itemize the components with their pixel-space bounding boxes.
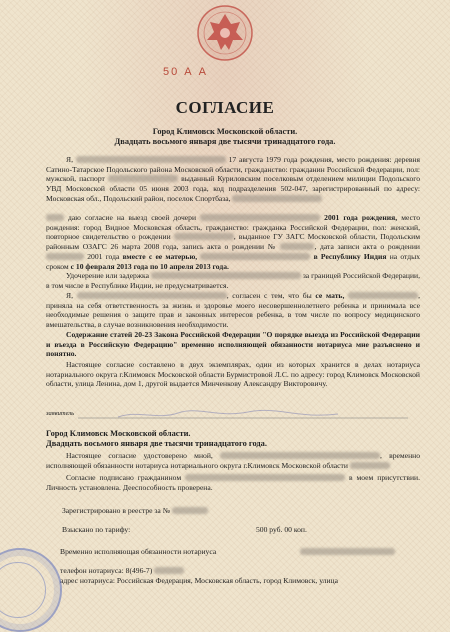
paragraph-law: Содержание статей 20-23 Закона Российской Федерации "О порядке выезда из Российской Федерации и въезда в Российскую Федерацию" временно исполняющей обязанности нотариуса мне разъяснено и понятно.	[46, 330, 420, 359]
form-serial: 50 А А	[163, 66, 209, 78]
text-segment: се мать,	[315, 291, 345, 300]
redacted-notary-signature	[300, 548, 395, 555]
text-segment: Я,	[66, 291, 73, 300]
redacted-notary-name	[220, 452, 380, 459]
text-segment: телефон нотариуса: 8(496-7)	[60, 566, 153, 575]
notary-signed	[46, 473, 420, 492]
text-segment: даю согласие на выезд своей дочери	[68, 213, 197, 222]
redacted-child-name	[151, 272, 301, 279]
redacted-record-date	[46, 253, 84, 260]
text-segment: с 10 февраля 2013 года по 10 апреля 2013 года.	[70, 261, 229, 271]
text-segment: Я,	[66, 155, 73, 164]
text-segment: Удочерение или задержка	[66, 271, 149, 280]
redacted-address	[232, 195, 322, 202]
paragraph-applicant	[46, 155, 420, 204]
text-segment: в моем присутствии. Личность установлена. Дееспособность проверена.	[46, 473, 420, 492]
redacted-registry-number	[172, 507, 208, 514]
text-segment: 2001 года	[87, 251, 120, 261]
text-segment: выданный Куриловским поселковым отделением милиции Подольского УВД Московской области 05 июня 2003 года, код подразделения 502-047, зарегистрированный по адресу: Московская обл., Подольский район, поселок Спортбаза,	[46, 174, 420, 203]
redacted-mother-name	[200, 253, 310, 260]
redacted-phone	[154, 567, 184, 574]
redacted-applicant-name	[77, 292, 227, 299]
redacted-citizen-name	[185, 474, 345, 481]
fee-value: 500 руб. 00 коп.	[256, 525, 307, 534]
text-segment: Согласие подписано гражданином	[66, 473, 182, 482]
redacted-daughter-name	[200, 214, 320, 221]
text-segment: , выданное ГУ ЗАГС Московской области, Подольским районным ОЗАГС 26 марта 2008 года, запись акта о рождении №	[46, 232, 420, 252]
paragraph-adoption	[46, 271, 420, 290]
text-segment: вместе с ее матерью,	[122, 251, 198, 261]
notary-date: Двадцать восьмого января две тысячи тринадцатого года.	[46, 439, 267, 448]
signature-line	[78, 408, 438, 422]
redacted-passport	[108, 175, 178, 182]
redacted-record-number	[280, 243, 314, 250]
text-segment: в Республику Индия	[313, 251, 387, 261]
acting-notary: Временно исполняющая обязанности нотариуса	[60, 547, 217, 556]
text-segment: за границей Российской Федерации, в том числе в Республике Индии, не предусматривается.	[46, 271, 421, 290]
paragraph-consent	[46, 213, 420, 271]
text-segment: 17 августа 1979 года рождения, место рождения: деревня Сатино-Татарское Подольского района Московской области, гражданство: гражданин Российской Федерации, пол: мужской, паспорт	[46, 155, 420, 184]
redacted-name	[76, 156, 226, 163]
document-title: СОГЛАСИЕ	[175, 98, 275, 117]
notary-phone	[60, 566, 184, 576]
coat-of-arms-seal	[196, 2, 254, 64]
text-segment: на отдых сроком	[46, 251, 421, 271]
header-city: Город Климовск Московской области.	[152, 127, 298, 136]
notary-certification	[46, 451, 420, 470]
registry-line	[62, 506, 208, 516]
notary-city: Город Климовск Московской области.	[46, 429, 191, 438]
redacted-mark	[46, 214, 64, 221]
text-segment: 2001 года рождения,	[324, 213, 398, 222]
redacted-mother	[348, 292, 418, 299]
fee-label: Взыскано по тарифу:	[62, 525, 131, 534]
text-segment: Зарегистрировано в реестре за №	[62, 506, 170, 515]
text-segment: , согласен с тем, что бы	[226, 291, 312, 300]
redacted-notary-surname	[350, 462, 390, 469]
text-segment: место рождения: город Видное Московская область, гражданство: гражданка Российской Федерации, пол: женский, повторное свидетельство о рождении	[46, 213, 420, 242]
text-segment: , временно исполняющей обязанности нотариуса нотариального округа г.Климовск Московской области	[46, 451, 420, 470]
text-segment: Настоящее согласие удостоверено мной,	[66, 451, 213, 460]
redacted-certificate	[174, 233, 234, 240]
header-date: Двадцать восьмого января две тысячи тринадцатого года.	[114, 137, 336, 146]
signature-label: заявитель	[46, 410, 75, 417]
notary-address: адрес нотариуса: Российская Федерация, Московская область, город Климовск, улица	[60, 576, 338, 585]
paragraph-responsibility	[46, 291, 420, 330]
text-segment: , приняла на себя ответственность за жизнь и здоровье моего несовершеннолетнего ребенка и принимала все необходимые решения о защите прав и законных интересов ребенка, в том числе по вопросу медицинского вмешательства, в случае возникновения необходимости.	[46, 291, 420, 330]
paragraph-copies: Настоящее согласие составлено в двух экземплярах, один из которых хранится в делах нотариуса нотариального округа г.Климовск Московской области Бурмистровой Л.С. по адресу: город Климовск Московской области, улица Ленина, дом 1, другой выдается Минченкову Александру Викторовичу.	[46, 360, 420, 389]
text-segment: , дата записи акта о рождении	[314, 242, 420, 252]
